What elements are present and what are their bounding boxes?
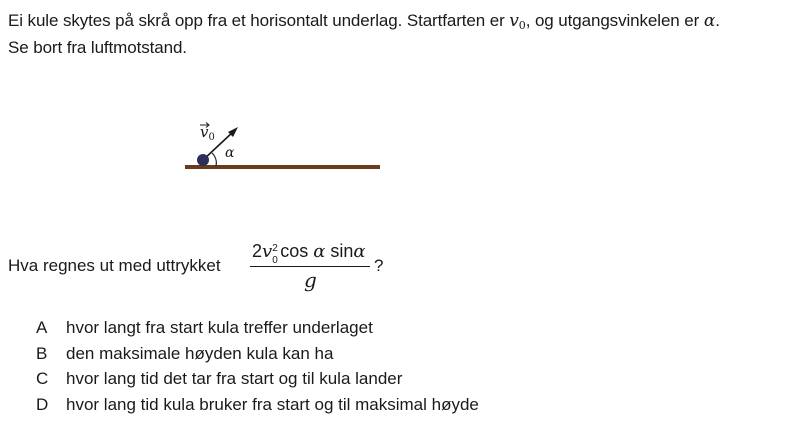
- numerator-cos: cos: [280, 241, 309, 261]
- projectile-figure: [180, 115, 390, 180]
- v0-symbol: [509, 11, 525, 31]
- option-text: hvor langt fra start kula treffer underlaget: [66, 318, 373, 337]
- answer-options: [36, 317, 479, 419]
- problem-intro: [8, 10, 798, 59]
- vector-subscript: 0: [208, 132, 215, 143]
- question-text: Hva regnes ut med uttrykket: [8, 256, 221, 275]
- option-letter: D: [36, 394, 49, 414]
- intro-line-2: Se bort fra luftmotstand.: [8, 38, 187, 57]
- question-mark: ?: [374, 256, 384, 275]
- numerator-v: v: [262, 241, 273, 262]
- option-text: den maksimale høyden kula kan ha: [66, 343, 334, 363]
- option-a[interactable]: [36, 317, 479, 343]
- v-subscript: 0: [518, 19, 526, 32]
- expression-fraction: [248, 236, 378, 296]
- option-letter: C: [36, 369, 49, 388]
- numerator-indices: [272, 240, 280, 266]
- numerator-alpha-1: α: [313, 241, 326, 262]
- intro-text-2: , og utgangsvinkelen er: [525, 11, 704, 30]
- angle-arc: [212, 153, 216, 166]
- alpha-symbol: α: [703, 11, 716, 31]
- option-text: hvor lang tid kula bruker fra start og til maksimal høyde: [66, 394, 479, 414]
- fraction-bar: [250, 266, 370, 267]
- numerator-sin: sin: [330, 241, 354, 261]
- vector-letter: v: [200, 123, 209, 141]
- intro-text-3: .: [715, 11, 720, 30]
- option-b[interactable]: [36, 343, 479, 369]
- option-text: hvor lang tid det tar fra start og til kula lander: [66, 369, 403, 388]
- numerator-superscript: 2: [272, 243, 278, 254]
- numerator-subscript: 0: [272, 255, 278, 266]
- fraction-denominator: g: [304, 268, 317, 292]
- ground-line: [185, 165, 380, 169]
- angle-label: α: [225, 145, 235, 161]
- intro-text-1: Ei kule skytes på skrå opp fra et horisontalt underlag. Startfarten er: [8, 11, 510, 30]
- option-letter: B: [36, 343, 48, 363]
- v-letter: v: [509, 11, 519, 31]
- ball: [197, 154, 209, 166]
- option-letter: A: [36, 318, 48, 337]
- numerator-alpha-2: α: [353, 241, 366, 262]
- numerator-coefficient: 2: [252, 241, 263, 261]
- fraction-numerator: [252, 240, 366, 266]
- option-c[interactable]: [36, 368, 479, 394]
- option-d[interactable]: [36, 394, 479, 420]
